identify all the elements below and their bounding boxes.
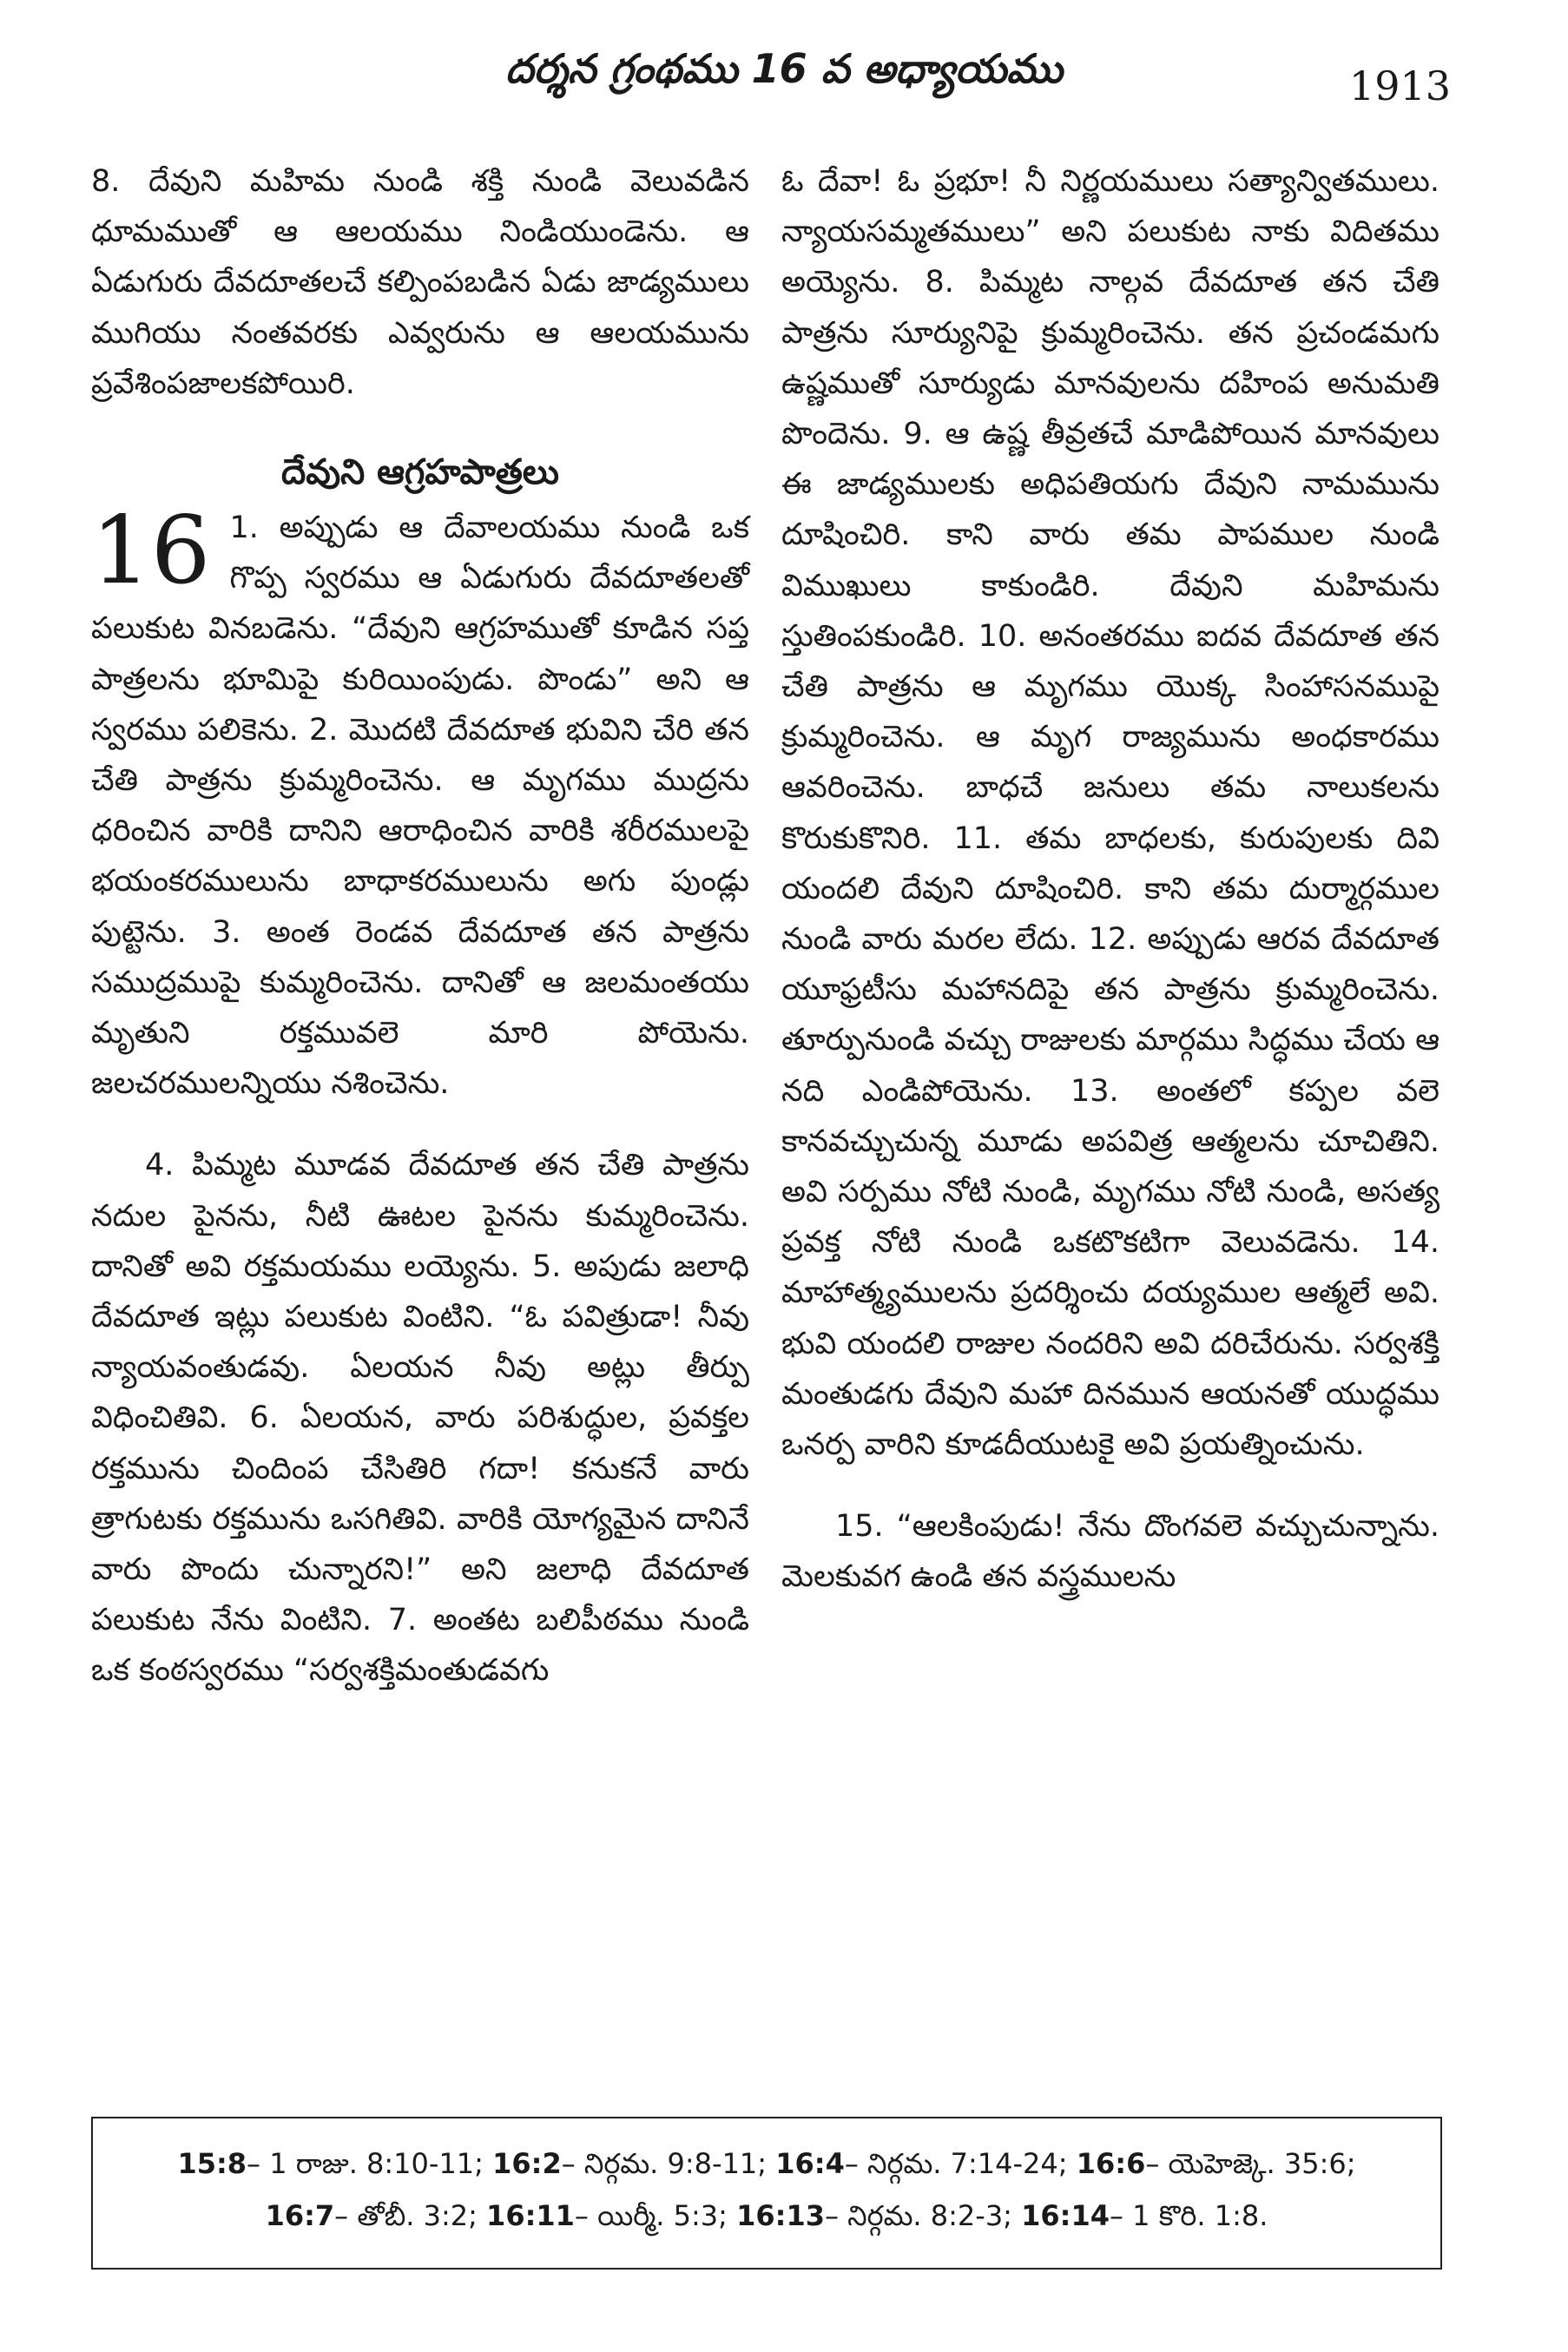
footnote-ref: 15:8	[177, 2147, 247, 2180]
footnote-text: – నిర్గమ. 7:14-24;	[844, 2147, 1077, 2180]
footnote-text: – 1 కొరి. 1:8.	[1110, 2199, 1268, 2232]
page-title: దర్శన గ్రంథము 16 వ అధ్యాయము	[505, 45, 1063, 92]
verse-paragraph: 4. పిమ్మట మూడవ దేవదూత తన చేతి పాత్రను నదుల పైనను, నీటి ఊటల పైనను కుమ్మరించెను. దానితో అవి రక్తమయము లయ్యెను. 5. అపుడు జలాధి దేవదూత ఇట్లు పలుకుట వింటిని. “ఓ పవిత్రుడా! నీవు న్యాయవంతుడవు. ఏలయన నీవు అట్లు తీర్పు విధించితివి. 6. ఏలయన, వారు పరిశుద్ధుల, ప్రవక్తల రక్తమును చిందింప చేసితిరి గదా! కనుకనే వారు త్రాగుటకు రక్తమును ఒసగితివి. వారికి యోగ్యమైన దానినే వారు పొందు చున్నారని!” అని జలాధి దేవదూత పలుకుట నేను వింటిని. 7. అంతట బలిపీఠము నుండి ఒక కంఠస్వరము “సర్వశక్తిమంతుడవగు	[91, 1148, 749, 1689]
footnote-ref: 16:2	[492, 2147, 562, 2180]
chapter-number: 16	[91, 497, 211, 606]
verse-paragraph: ఓ దేవా! ఓ ప్రభూ! నీ నిర్ణయములు సత్యాన్వితములు. న్యాయసమ్మతములు” అని పలుకుట నాకు విదితము అయ్యెను. 8. పిమ్మట నాల్గవ దేవదూత తన చేతి పాత్రను సూర్యునిపై క్రుమ్మరించెను. తన ప్రచండమగు ఉష్ణముతో సూర్యుడు మానవులను దహింప అనుమతి పొందెను. 9. ఆ ఉష్ణ తీవ్రతచే మాడిపోయిన మానవులు ఈ జాడ్యములకు అధిపతియగు దేవుని నామమును దూషించిరి. కాని వారు తమ పాపముల నుండి విముఖులు కాకుండిరి. దేవుని మహిమను స్తుతింపకుండిరి. 10. అనంతరము ఐదవ దేవదూత తన చేతి పాత్రను ఆ మృగము యొక్క సింహాసనముపై క్రుమ్మరించెను. ఆ మృగ రాజ్యమును అంధకారము ఆవరించెను. బాధచే జనులు తమ నాలుకలను కొరుకుకొనిరి. 11. తమ బాధలకు, కురుపులకు దివి యందలి దేవుని దూషించిరి. కాని తమ దుర్మార్గముల నుండి వారు మరల లేదు. 12. అప్పుడు ఆరవ దేవదూత యూఫ్రటీసు మహానదిపై తన పాత్రను క్రుమ్మరించెను. తూర్పునుండి వచ్చు రాజులకు మార్గము సిద్ధము చేయ ఆ నది ఎండిపోయెను. 13. అంతలో కప్పల వలె కానవచ్చుచున్న మూడు అపవిత్ర ఆత్మలను చూచితిని. అవి సర్పము నోటి నుండి, మృగము నోటి నుండి, అసత్య ప్రవక్త నోటి నుండి ఒకటొకటిగా వెలువడెను. 14. మాహాత్మ్యములను ప్రదర్శించు దయ్యముల ఆత్మలే అవి. భువి యందలి రాజుల నందరిని అవి దరిచేరును. సర్వశక్తి మంతుడగు దేవుని మహా దినమున ఆయనతో యుద్ధము ఒనర్ప వారిని కూడదీయుటకై అవి ప్రయత్నించును.	[781, 164, 1440, 1463]
footnote-text: – తోబీ. 3:2;	[334, 2199, 487, 2232]
verse-text: 1. అప్పుడు ఆ దేవాలయము నుండి ఒక గొప్ప స్వరము ఆ ఏడుగురు దేవదూతలతో పలుకుట వినబడెను. “దేవుని ఆగ్రహముతో కూడిన సప్త పాత్రలను భూమిపై కురియింపుడు. పొండు” అని ఆ స్వరము పలికెను. 2. మొదటి దేవదూత భువిని చేరి తన చేతి పాత్రను క్రుమ్మరించెను. ఆ మృగము ముద్రను ధరించిన వారికి దానిని ఆరాధించిన వారికి శరీరములపై భయంకరములును బాధాకరములును అగు పుండ్లు పుట్టెను. 3. అంత రెండవ దేవదూత తన పాత్రను సముద్రముపై కుమ్మరించెను. దానితో ఆ జలమంతయు మృతుని రక్తమువలె మారి పోయెను. జలచరములన్నియు నశించెను.	[91, 511, 749, 1102]
footnote-ref: 16:14	[1021, 2199, 1110, 2232]
right-column	[781, 156, 1440, 1603]
section-heading: దేవుని ఆగ్రహపాత్రలు	[280, 452, 560, 493]
footnote-ref: 16:7	[265, 2199, 335, 2232]
footnote-line	[93, 2138, 1440, 2190]
footnote-text: – నిర్గమ. 8:2-3;	[824, 2199, 1022, 2232]
footnote-ref: 16:6	[1076, 2147, 1146, 2180]
footnote-text: – యెహెజ్కె. 35:6;	[1145, 2147, 1356, 2180]
verse-paragraph: 15. “ఆలకింపుడు! నేను దొంగవలె వచ్చుచున్నాను. మెలకువగ ఉండి తన వస్త్రములను	[781, 1509, 1440, 1595]
footnote-text: – 1 రాజు. 8:10-11;	[247, 2147, 493, 2180]
footnote-text: – యిర్మీ. 5:3;	[574, 2199, 737, 2232]
footnote-ref: 16:4	[775, 2147, 845, 2180]
page-number: 1913	[1348, 63, 1451, 109]
left-column	[91, 156, 749, 1696]
footnotes-box	[91, 2117, 1442, 2270]
verse-paragraph: 8. దేవుని మహిమ నుండి శక్తి నుండి వెలువడిన ధూమముతో ఆ ఆలయము నిండియుండెను. ఆ ఏడుగురు దేవదూతలచే కల్పింపబడిన ఏడు జాడ్యములు ముగియు నంతవరకు ఎవ్వరును ఆ ఆలయమును ప్రవేశింపజాలకపోయిరి.	[91, 164, 749, 401]
footnote-ref: 16:11	[486, 2199, 575, 2232]
chapter-opening-paragraph	[91, 497, 749, 1109]
footnote-ref: 16:13	[736, 2199, 825, 2232]
footnote-text: – నిర్గమ. 9:8-11;	[561, 2147, 776, 2180]
footnote-line	[93, 2190, 1440, 2242]
